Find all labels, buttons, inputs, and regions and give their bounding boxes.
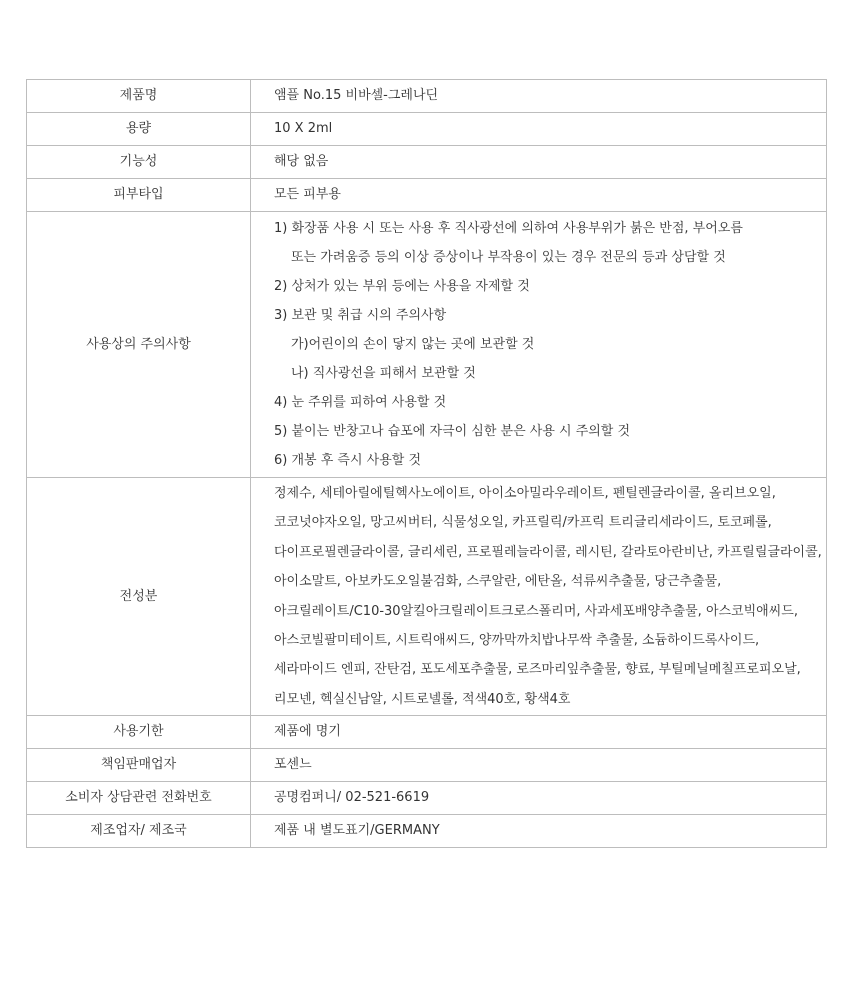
- value-cautions: [251, 212, 827, 478]
- value-seller: 포센느: [251, 749, 827, 782]
- label-product-name: 제품명: [27, 80, 251, 113]
- value-skin-type: 모든 피부용: [251, 179, 827, 212]
- label-expiry: 사용기한: [27, 716, 251, 749]
- caution-line: 3) 보관 및 취급 시의 주의사항: [274, 308, 447, 323]
- row-functionality: [27, 146, 827, 179]
- label-manufacturer: 제조업자/ 제조국: [27, 815, 251, 848]
- label-cautions: 사용상의 주의사항: [27, 212, 251, 478]
- label-consumer-phone: 소비자 상담관련 전화번호: [27, 782, 251, 815]
- caution-line: 5) 붙이는 반창고나 습포에 자극이 심한 분은 사용 시 주의할 것: [274, 424, 631, 439]
- caution-line: 또는 가려움증 등의 이상 증상이나 부작용이 있는 경우 전문의 등과 상담할 것: [291, 250, 726, 265]
- ingredient-line: 정제수, 세테아릴에틸헥사노에이트, 아이소아밀라우레이트, 펜틸렌글라이콜, 올리브오일,: [274, 485, 776, 501]
- ingredient-line: 코코넛야자오일, 망고씨버터, 식물성오일, 카프릴릭/카프릭 트리글리세라이드, 토코페롤,: [274, 515, 772, 531]
- value-manufacturer: 제품 내 별도표기/GERMANY: [251, 815, 827, 848]
- value-product-name: 앰플 No.15 비바셀-그레나딘: [251, 80, 827, 113]
- label-functionality: 기능성: [27, 146, 251, 179]
- value-functionality: 해당 없음: [251, 146, 827, 179]
- ingredient-line: 아크릴레이트/C10-30알킬아크릴레이트크로스폴리머, 사과세포배양추출물, 아스코빅애씨드,: [274, 603, 798, 619]
- row-product-name: [27, 80, 827, 113]
- ingredient-line: 아이소말트, 아보카도오일불검화, 스쿠알란, 에탄올, 석류씨추출물, 당근추출물,: [274, 574, 722, 590]
- row-volume: [27, 113, 827, 146]
- value-consumer-phone: 공명컴퍼니/ 02-521-6619: [251, 782, 827, 815]
- row-cautions: [27, 212, 827, 478]
- label-ingredients: 전성분: [27, 478, 251, 716]
- row-expiry: [27, 716, 827, 749]
- caution-line: 6) 개봉 후 즉시 사용할 것: [274, 453, 422, 468]
- label-seller: 책임판매업자: [27, 749, 251, 782]
- value-ingredients: [251, 478, 827, 716]
- row-manufacturer: [27, 815, 827, 848]
- caution-line: 가)어린이의 손이 닿지 않는 곳에 보관할 것: [291, 337, 535, 352]
- ingredient-line: 다이프로필렌글라이콜, 글리세린, 프로필레늘라이콜, 레시틴, 갈라토아란비난, 카프릴릴글라이콜,: [274, 544, 822, 560]
- ingredient-line: 리모넨, 헥실신남알, 시트로넬롤, 적색40호, 황색4호: [274, 691, 571, 707]
- row-consumer-phone: [27, 782, 827, 815]
- value-volume: 10 X 2ml: [251, 113, 827, 146]
- caution-line: 2) 상처가 있는 부위 등에는 사용을 자제할 것: [274, 279, 530, 294]
- row-ingredients: [27, 478, 827, 716]
- ingredient-line: 아스코빌팔미테이트, 시트릭애씨드, 양까막까치밥나무싹 추출물, 소듐하이드록사이드,: [274, 632, 760, 648]
- ingredient-line: 세라마이드 엔피, 잔탄검, 포도세포추출물, 로즈마리잎추출물, 향료, 부틸메닐메칠프로피오날,: [274, 662, 801, 678]
- product-info-table: [26, 79, 827, 848]
- label-volume: 용량: [27, 113, 251, 146]
- caution-line: 나) 직사광선을 피해서 보관할 것: [291, 366, 476, 381]
- value-expiry: 제품에 명기: [251, 716, 827, 749]
- label-skin-type: 피부타입: [27, 179, 251, 212]
- row-seller: [27, 749, 827, 782]
- caution-line: 4) 눈 주위를 피하여 사용할 것: [274, 395, 447, 410]
- caution-line: 1) 화장품 사용 시 또는 사용 후 직사광선에 의하여 사용부위가 붉은 반점, 부어오름: [274, 221, 743, 236]
- row-skin-type: [27, 179, 827, 212]
